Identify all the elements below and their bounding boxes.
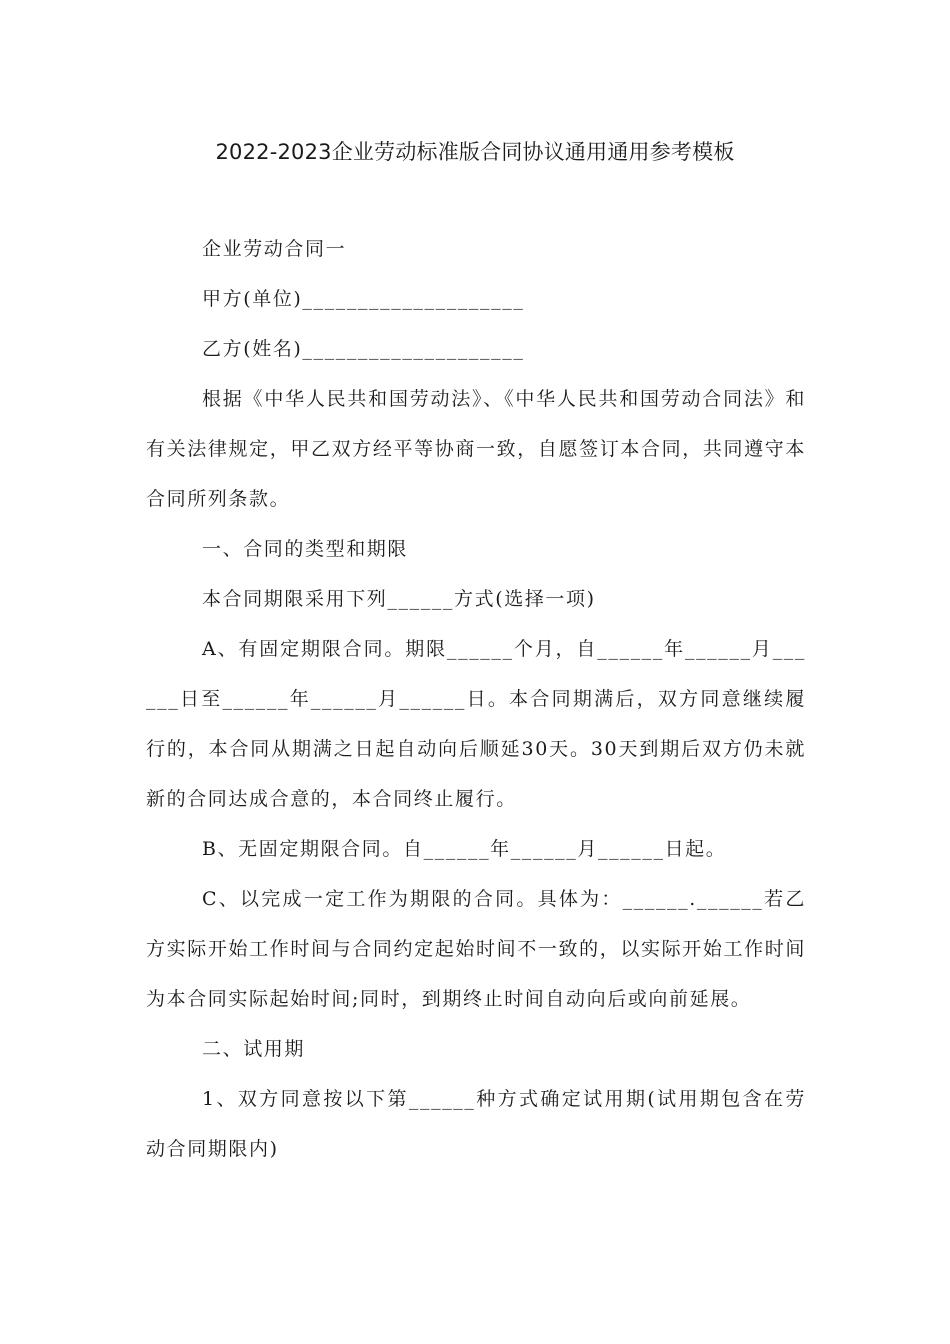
document-body [146,224,806,1174]
paragraph-party-b: 乙方(姓名)____________________ [202,338,525,360]
paragraph-contract-heading: 企业劳动合同一 [202,238,347,260]
section-heading-type-and-term: 一、合同的类型和期限 [202,538,409,560]
section-heading-probation: 二、试用期 [202,1038,306,1060]
paragraph-party-a: 甲方(单位)____________________ [202,288,525,310]
document-title: 2022-2023企业劳动标准版合同协议通用通用参考模板 [215,140,735,164]
paragraph-term-method: 本合同期限采用下列______方式(选择一项) [202,588,596,610]
paragraph-option-b: B、无固定期限合同。自______年______月______日起。 [202,838,727,860]
paragraph-probation-method: 1、双方同意按以下第______种方式确定试用期(试用期包含在劳动合同期限内) [146,1088,806,1160]
paragraph-option-a: A、有固定期限合同。期限______个月，自______年______月______日至______年______月______日。本合同期满后，双方同意继续履行的，本合同从期满之日起自动向后顺延30天。30天到期后双方仍未就新的合同达成合意的，本合同终止履行。 [146,638,806,810]
paragraph-option-c: C、以完成一定工作为期限的合同。具体为：______.______若乙方实际开始工作时间与合同约定起始时间不一致的，以实际开始工作时间为本合同实际起始时间;同时，到期终止时间自动向后或向前延展。 [146,888,806,1010]
paragraph-legal-basis: 根据《中华人民共和国劳动法》、《中华人民共和国劳动合同法》和有关法律规定，甲乙双方经平等协商一致，自愿签订本合同，共同遵守本合同所列条款。 [146,388,806,510]
